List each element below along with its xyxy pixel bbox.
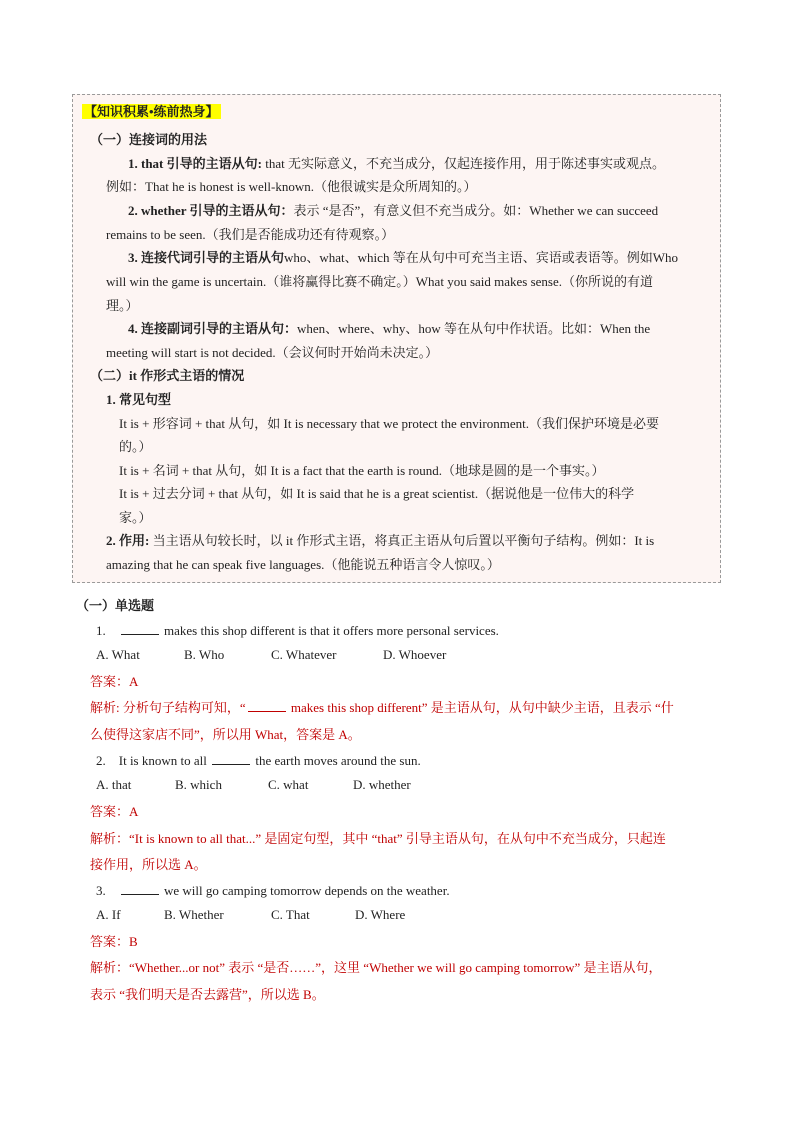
explanation-1-end: 么使得这家店不同”，所以用 What，答案是 A。 bbox=[90, 727, 361, 742]
option-a[interactable]: A. that bbox=[96, 777, 132, 792]
answer-blank bbox=[121, 882, 159, 895]
explanation-1: 解析: 分析句子结构可知，“ makes this shop different” 是主语从句，从句中缺少主语，且表示 “什 bbox=[90, 700, 674, 715]
option-c[interactable]: C. what bbox=[268, 777, 309, 792]
section-heading-it-subject: （二）it 作形式主语的情况 bbox=[90, 368, 245, 383]
option-b[interactable]: B. Who bbox=[184, 647, 225, 662]
option-c[interactable]: C. That bbox=[271, 907, 310, 922]
rule-2-example: remains to be seen.（我们是否能成功还有待观察。） bbox=[106, 227, 395, 242]
answer-blank bbox=[212, 752, 250, 765]
rule-3-example-end: 理。） bbox=[106, 298, 139, 313]
question-3: 3. we will go camping tomorrow depends on the weather. bbox=[96, 883, 450, 898]
pattern-participle-end: 家。） bbox=[119, 510, 152, 525]
option-b[interactable]: B. which bbox=[175, 777, 222, 792]
explanation-3: 解析：“Whether...or not” 表示 “是否……”，这里 “Whether we will go camping tomorrow” 是主语从句， bbox=[90, 960, 662, 975]
explanation-2-end: 接作用，所以选 A。 bbox=[90, 857, 207, 872]
exercise-section-title: （一）单选题 bbox=[76, 598, 155, 613]
knowledge-tag: 【知识积累•练前热身】 bbox=[84, 104, 219, 119]
question-1: 1. makes this shop different is that it offers more personal services. bbox=[96, 623, 499, 638]
question-2-options bbox=[96, 775, 411, 795]
option-d[interactable]: D. whether bbox=[353, 777, 411, 792]
rule-2: 2. whether 引导的主语从句：表示 “是否”，有意义但不充当成分。如：Whether we can succeed bbox=[128, 203, 659, 218]
option-b[interactable]: B. Whether bbox=[164, 907, 224, 922]
function-note: 2. 作用: 当主语从句较长时，以 it 作形式主语，将真正主语从句后置以平衡句子结构。例如：It is bbox=[106, 533, 655, 548]
option-d[interactable]: D. Where bbox=[355, 907, 406, 922]
option-c[interactable]: C. Whatever bbox=[271, 647, 337, 662]
explanation-2: 解析：“It is known to all that...” 是固定句型，其中 “that” 引导主语从句，在从句中不充当成分，只起连 bbox=[90, 831, 666, 846]
option-d[interactable]: D. Whoever bbox=[383, 647, 447, 662]
rule-4-example: meeting will start is not decided.（会议何时开始尚未决定。） bbox=[106, 345, 439, 360]
rule-3-example: will win the game is uncertain.（谁将赢得比赛不确定。）What you said makes sense.（你所说的有道 bbox=[106, 274, 654, 289]
rule-1: 1. that 引导的主语从句: that 无实际意义，不充当成分，仅起连接作用，用于陈述事实或观点。 bbox=[128, 156, 665, 171]
question-1-options bbox=[96, 645, 446, 665]
option-a[interactable]: A. What bbox=[96, 647, 140, 662]
explanation-3-end: 表示 “我们明天是否去露营”，所以选 B。 bbox=[90, 987, 325, 1002]
rule-3: 3. 连接代词引导的主语从句who、what、which 等在从句中可充当主语、宾语或表语等。例如Who bbox=[128, 250, 678, 265]
option-a[interactable]: A. If bbox=[96, 907, 121, 922]
rule-4: 4. 连接副词引导的主语从句：when、where、why、how 等在从句中作状语。比如：When the bbox=[128, 321, 651, 336]
answer-3: 答案：B bbox=[90, 934, 138, 949]
answer-1: 答案：A bbox=[90, 674, 139, 689]
subheading-patterns: 1. 常见句型 bbox=[106, 392, 172, 407]
answer-2: 答案：A bbox=[90, 804, 139, 819]
question-3-options bbox=[96, 905, 405, 925]
section-heading-connectives: （一）连接词的用法 bbox=[90, 132, 208, 147]
question-2: 2. It is known to all the earth moves around the sun. bbox=[96, 753, 421, 768]
function-note-example: amazing that he can speak five languages.（他能说五种语言令人惊叹。） bbox=[106, 557, 500, 572]
pattern-adjective-end: 的。） bbox=[119, 439, 152, 454]
rule-1-example: 例如：That he is honest is well-known.（他很诚实是众所周知的。） bbox=[106, 179, 477, 194]
pattern-adjective: It is + 形容词 + that 从句，如 It is necessary that we protect the environment.（我们保护环境是必要 bbox=[119, 416, 659, 431]
pattern-noun: It is + 名词 + that 从句，如 It is a fact that the earth is round.（地球是圆的是一个事实。） bbox=[119, 463, 605, 478]
answer-blank bbox=[121, 622, 159, 635]
pattern-participle: It is + 过去分词 + that 从句，如 It is said that he is a great scientist.（据说他是一位伟大的科学 bbox=[119, 486, 635, 501]
